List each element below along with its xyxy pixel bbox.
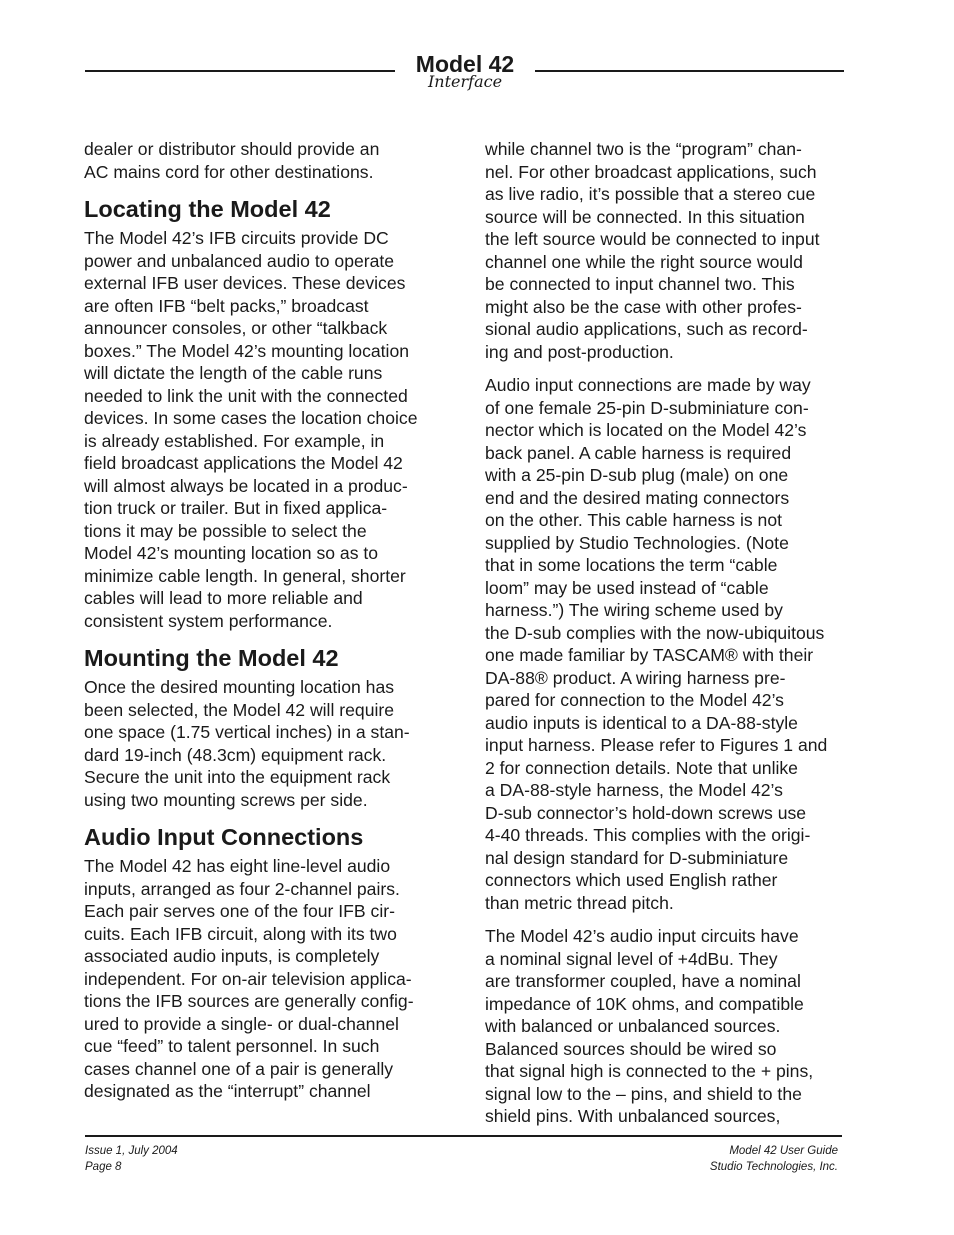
paragraph-audio-input: The Model 42 has eight line-level audio inputs, arranged as four 2-channel pairs. Each pair serves one of the four IFB cir- cuits. Each IFB circuit, along with its two associated audio inputs, is completely independent. For on-air television applica- tions the IFB sources are generally config- ured to provide a single- or dual-channel cue “feed” to talent personnel. In such cases channel one of a pair is generally designated as the “interrupt” channel xyxy=(84,856,414,1101)
left-column xyxy=(84,138,454,1103)
heading-audio-input: Audio Input Connections xyxy=(84,824,364,850)
paragraph-program-channel: while channel two is the “program” chan- nel. For other broadcast applications, such as live radio, it’s possible that a stereo cue source will be connected. In this situation the left source would be connected to input channel one while the right source would be connected to input channel two. This might also be the case with other profes- sional audio applications, such as record- ing and post-production. xyxy=(485,139,820,362)
heading-locating: Locating the Model 42 xyxy=(84,196,331,222)
heading-mounting: Mounting the Model 42 xyxy=(84,645,339,671)
footer-issue-page: Issue 1, July 2004 Page 8 xyxy=(85,1145,178,1173)
right-column xyxy=(485,138,865,1128)
paragraph-signal-level: The Model 42’s audio input circuits have a nominal signal level of +4dBu. They are transformer coupled, have a nominal impedance of 10K ohms, and compatible with balanced or unbalanced sources. Balanced sources should be wired so that signal high is connected to the + pins, signal low to the – pins, and shield to the shield pins. With unbalanced sources, xyxy=(485,926,814,1126)
header-rule-left xyxy=(85,70,395,72)
footer-guide-company: Model 42 User Guide Studio Technologies, Inc. xyxy=(709,1145,838,1173)
paragraph-locating: The Model 42’s IFB circuits provide DC power and unbalanced audio to operate external IFB user devices. These devices are often IFB “belt packs,” broadcast announcer consoles, or other “talkback boxes.” The Model 42’s mounting location will dictate the length of the cable runs needed to link the unit with the connected devices. In some cases the location choice is already established. For example, in field broadcast applications the Model 42 will almost always be located in a produc- tion truck or trailer. But in fixed applica- tions it may be possible to select the Model 42’s mounting location so as to minimize cable length. In general, shorter cables will lead to more reliable and consistent system performance. xyxy=(84,228,418,631)
paragraph-mounting: Once the desired mounting location has been selected, the Model 42 will require one space (1.75 vertical inches) in a stan- dard 19-inch (48.3cm) equipment rack. Secure the unit into the equipment rack using two mounting screws per side. xyxy=(84,677,410,810)
logo-title: Model 42 xyxy=(415,51,515,77)
header-rule-right xyxy=(535,70,844,72)
logo-subtitle: Interface xyxy=(427,72,503,91)
footer-rule xyxy=(85,1135,842,1137)
paragraph-dsub-connections: Audio input connections are made by way of one female 25-pin D-subminiature con- nector which is located on the Model 42’s back panel. A cable harness is required with a 25-pin D-sub plug (male) on one end and the desired mating connectors on the other. This cable harness is not supplied by Studio Technologies. (Note that in some locations the term “cable loom” may be used instead of “cable harness.”) The wiring scheme used by the D-sub complies with the now-ubiquitous one made familiar by TASCAM® with their DA-88® product. A wiring harness pre- pared for connection to the Model 42’s audio inputs is identical to a DA-88-style input harness. Please refer to Figures 1 and 2 for connection details. Note that unlike a DA-88-style harness, the Model 42’s D-sub connector’s hold-down screws use 4-40 threads. This complies with the origi- nal design standard for D-subminiature connectors which used English rather than metric thread pitch. xyxy=(485,375,828,913)
intro-paragraph: dealer or distributor should provide an AC mains cord for other destinations. xyxy=(84,139,380,182)
